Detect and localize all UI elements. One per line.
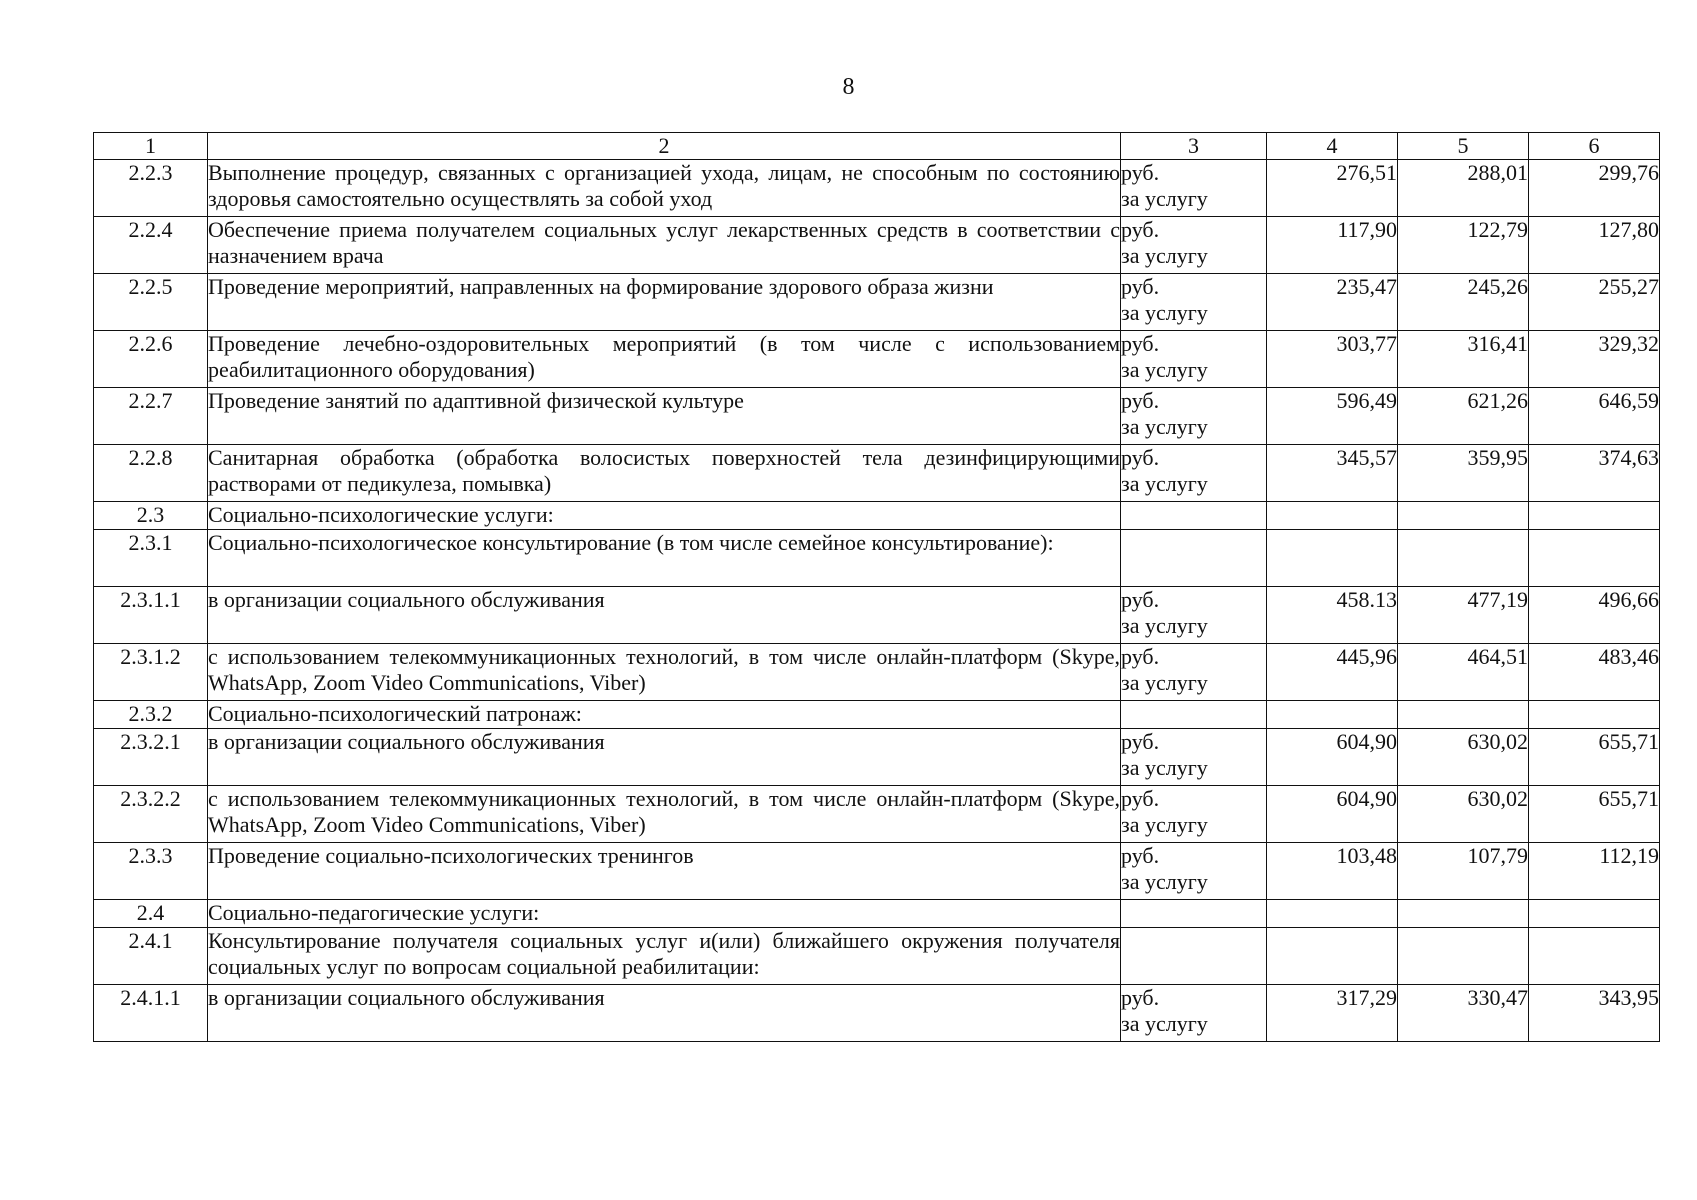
row-value-6 xyxy=(1529,701,1660,729)
row-value-4: 235,47 xyxy=(1267,274,1398,331)
section-row xyxy=(94,701,1660,729)
row-value-6: 127,80 xyxy=(1529,217,1660,274)
unit-line-2: за услугу xyxy=(1121,869,1208,894)
row-value-4: 303,77 xyxy=(1267,331,1398,388)
unit-line-1: руб. xyxy=(1121,786,1160,811)
unit-line-1: руб. xyxy=(1121,160,1160,185)
row-value-5 xyxy=(1398,502,1529,530)
row-value-5: 316,41 xyxy=(1398,331,1529,388)
row-unit xyxy=(1121,928,1267,985)
unit-line-1: руб. xyxy=(1121,985,1160,1010)
row-unit xyxy=(1121,530,1267,587)
header-col-3: 3 xyxy=(1121,133,1267,160)
row-unit xyxy=(1121,445,1267,502)
row-value-4 xyxy=(1267,900,1398,928)
row-name: Социально-психологический патронаж: xyxy=(208,701,1121,729)
row-value-4: 604,90 xyxy=(1267,729,1398,786)
row-value-5: 122,79 xyxy=(1398,217,1529,274)
row-value-4: 458.13 xyxy=(1267,587,1398,644)
row-unit xyxy=(1121,388,1267,445)
row-name: Проведение социально-психологических тренингов xyxy=(208,843,1121,900)
row-value-5: 630,02 xyxy=(1398,729,1529,786)
row-name: Выполнение процедур, связанных с организацией ухода, лицам, не способным по состоянию здоровья самостоятельно осуществлять за собой уход xyxy=(208,160,1121,217)
row-value-6: 374,63 xyxy=(1529,445,1660,502)
row-value-6: 329,32 xyxy=(1529,331,1660,388)
row-value-5 xyxy=(1398,928,1529,985)
unit-line-1: руб. xyxy=(1121,729,1160,754)
row-name: Социально-психологические услуги: xyxy=(208,502,1121,530)
row-value-5: 107,79 xyxy=(1398,843,1529,900)
row-value-6 xyxy=(1529,900,1660,928)
unit-line-2: за услугу xyxy=(1121,613,1208,638)
row-code: 2.2.8 xyxy=(94,445,208,502)
row-name: в организации социального обслуживания xyxy=(208,985,1121,1042)
unit-line-1: руб. xyxy=(1121,217,1160,242)
header-col-5: 5 xyxy=(1398,133,1529,160)
unit-line-2: за услугу xyxy=(1121,300,1208,325)
row-name: Консультирование получателя социальных услуг и(или) ближайшего окружения получателя социальных услуг по вопросам социальной реабилитации: xyxy=(208,928,1121,985)
row-value-4: 596,49 xyxy=(1267,388,1398,445)
row-name: Социально-педагогические услуги: xyxy=(208,900,1121,928)
row-value-4: 103,48 xyxy=(1267,843,1398,900)
unit-line-2: за услугу xyxy=(1121,243,1208,268)
row-code: 2.3.1 xyxy=(94,530,208,587)
unit-line-2: за услугу xyxy=(1121,186,1208,211)
page-number: 8 xyxy=(842,74,855,100)
table-row xyxy=(94,587,1660,644)
row-name: Проведение мероприятий, направленных на формирование здорового образа жизни xyxy=(208,274,1121,331)
row-value-6 xyxy=(1529,928,1660,985)
header-col-4: 4 xyxy=(1267,133,1398,160)
row-code: 2.2.7 xyxy=(94,388,208,445)
row-unit xyxy=(1121,843,1267,900)
row-value-4: 604,90 xyxy=(1267,786,1398,843)
unit-line-2: за услугу xyxy=(1121,471,1208,496)
row-value-5: 245,26 xyxy=(1398,274,1529,331)
unit-line-1: руб. xyxy=(1121,587,1160,612)
table-row xyxy=(94,729,1660,786)
row-value-5 xyxy=(1398,900,1529,928)
row-unit xyxy=(1121,160,1267,217)
row-unit xyxy=(1121,587,1267,644)
section-row xyxy=(94,900,1660,928)
unit-line-2: за услугу xyxy=(1121,414,1208,439)
row-code: 2.2.5 xyxy=(94,274,208,331)
unit-line-2: за услугу xyxy=(1121,755,1208,780)
header-col-1: 1 xyxy=(94,133,208,160)
tariff-table xyxy=(93,132,1660,1042)
row-value-6: 646,59 xyxy=(1529,388,1660,445)
row-code: 2.3 xyxy=(94,502,208,530)
row-value-4 xyxy=(1267,701,1398,729)
row-code: 2.2.3 xyxy=(94,160,208,217)
row-value-6: 496,66 xyxy=(1529,587,1660,644)
table-row xyxy=(94,644,1660,701)
table-row xyxy=(94,843,1660,900)
row-name: Проведение занятий по адаптивной физической культуре xyxy=(208,388,1121,445)
row-value-5: 621,26 xyxy=(1398,388,1529,445)
row-value-6: 299,76 xyxy=(1529,160,1660,217)
table-row xyxy=(94,445,1660,502)
row-code: 2.2.6 xyxy=(94,331,208,388)
row-value-4 xyxy=(1267,502,1398,530)
row-name: Социально-психологическое консультирование (в том числе семейное консультирование): xyxy=(208,530,1121,587)
unit-line-2: за услугу xyxy=(1121,357,1208,382)
table-row xyxy=(94,160,1660,217)
table-row xyxy=(94,786,1660,843)
header-col-2: 2 xyxy=(208,133,1121,160)
row-value-5 xyxy=(1398,530,1529,587)
row-code: 2.4 xyxy=(94,900,208,928)
row-value-6: 112,19 xyxy=(1529,843,1660,900)
row-code: 2.3.2.2 xyxy=(94,786,208,843)
header-col-6: 6 xyxy=(1529,133,1660,160)
row-value-6: 255,27 xyxy=(1529,274,1660,331)
row-value-5: 630,02 xyxy=(1398,786,1529,843)
section-row xyxy=(94,928,1660,985)
row-name: с использованием телекоммуникационных технологий, в том числе онлайн-платформ (Skype, WhatsApp, Zoom Video Communications, Viber) xyxy=(208,644,1121,701)
row-name: Обеспечение приема получателем социальных услуг лекарственных средств в соответствии с назначением врача xyxy=(208,217,1121,274)
table-row xyxy=(94,331,1660,388)
row-value-5: 477,19 xyxy=(1398,587,1529,644)
row-value-6: 655,71 xyxy=(1529,729,1660,786)
unit-line-1: руб. xyxy=(1121,644,1160,669)
row-unit xyxy=(1121,217,1267,274)
row-value-6 xyxy=(1529,530,1660,587)
row-value-4: 317,29 xyxy=(1267,985,1398,1042)
row-unit xyxy=(1121,985,1267,1042)
row-code: 2.3.3 xyxy=(94,843,208,900)
row-unit xyxy=(1121,331,1267,388)
unit-line-1: руб. xyxy=(1121,331,1160,356)
header-row xyxy=(94,133,1660,160)
row-name: в организации социального обслуживания xyxy=(208,729,1121,786)
row-code: 2.3.2.1 xyxy=(94,729,208,786)
row-unit xyxy=(1121,786,1267,843)
table-row xyxy=(94,985,1660,1042)
row-value-5: 288,01 xyxy=(1398,160,1529,217)
table-row xyxy=(94,274,1660,331)
row-name: Санитарная обработка (обработка волосистых поверхностей тела дезинфицирующими растворами от педикулеза, помывка) xyxy=(208,445,1121,502)
row-code: 2.3.1.1 xyxy=(94,587,208,644)
row-value-5: 359,95 xyxy=(1398,445,1529,502)
row-value-4: 445,96 xyxy=(1267,644,1398,701)
row-unit xyxy=(1121,900,1267,928)
row-value-4 xyxy=(1267,530,1398,587)
table-row xyxy=(94,217,1660,274)
row-code: 2.4.1.1 xyxy=(94,985,208,1042)
row-name: в организации социального обслуживания xyxy=(208,587,1121,644)
row-value-6: 483,46 xyxy=(1529,644,1660,701)
unit-line-1: руб. xyxy=(1121,388,1160,413)
row-value-6: 343,95 xyxy=(1529,985,1660,1042)
row-unit xyxy=(1121,644,1267,701)
section-row xyxy=(94,530,1660,587)
row-value-6 xyxy=(1529,502,1660,530)
row-value-6: 655,71 xyxy=(1529,786,1660,843)
row-value-5: 464,51 xyxy=(1398,644,1529,701)
row-value-4: 276,51 xyxy=(1267,160,1398,217)
unit-line-2: за услугу xyxy=(1121,1011,1208,1036)
row-value-4: 117,90 xyxy=(1267,217,1398,274)
row-code: 2.3.1.2 xyxy=(94,644,208,701)
row-code: 2.4.1 xyxy=(94,928,208,985)
unit-line-2: за услугу xyxy=(1121,670,1208,695)
table-row xyxy=(94,388,1660,445)
row-value-5 xyxy=(1398,701,1529,729)
row-unit xyxy=(1121,502,1267,530)
unit-line-1: руб. xyxy=(1121,274,1160,299)
section-row xyxy=(94,502,1660,530)
row-value-4: 345,57 xyxy=(1267,445,1398,502)
row-code: 2.2.4 xyxy=(94,217,208,274)
row-unit xyxy=(1121,274,1267,331)
unit-line-2: за услугу xyxy=(1121,812,1208,837)
row-value-5: 330,47 xyxy=(1398,985,1529,1042)
row-value-4 xyxy=(1267,928,1398,985)
unit-line-1: руб. xyxy=(1121,843,1160,868)
row-name: Проведение лечебно-оздоровительных мероприятий (в том числе с использованием реабилитационного оборудования) xyxy=(208,331,1121,388)
row-code: 2.3.2 xyxy=(94,701,208,729)
row-name: с использованием телекоммуникационных технологий, в том числе онлайн-платформ (Skype, WhatsApp, Zoom Video Communications, Viber) xyxy=(208,786,1121,843)
unit-line-1: руб. xyxy=(1121,445,1160,470)
row-unit xyxy=(1121,729,1267,786)
row-unit xyxy=(1121,701,1267,729)
